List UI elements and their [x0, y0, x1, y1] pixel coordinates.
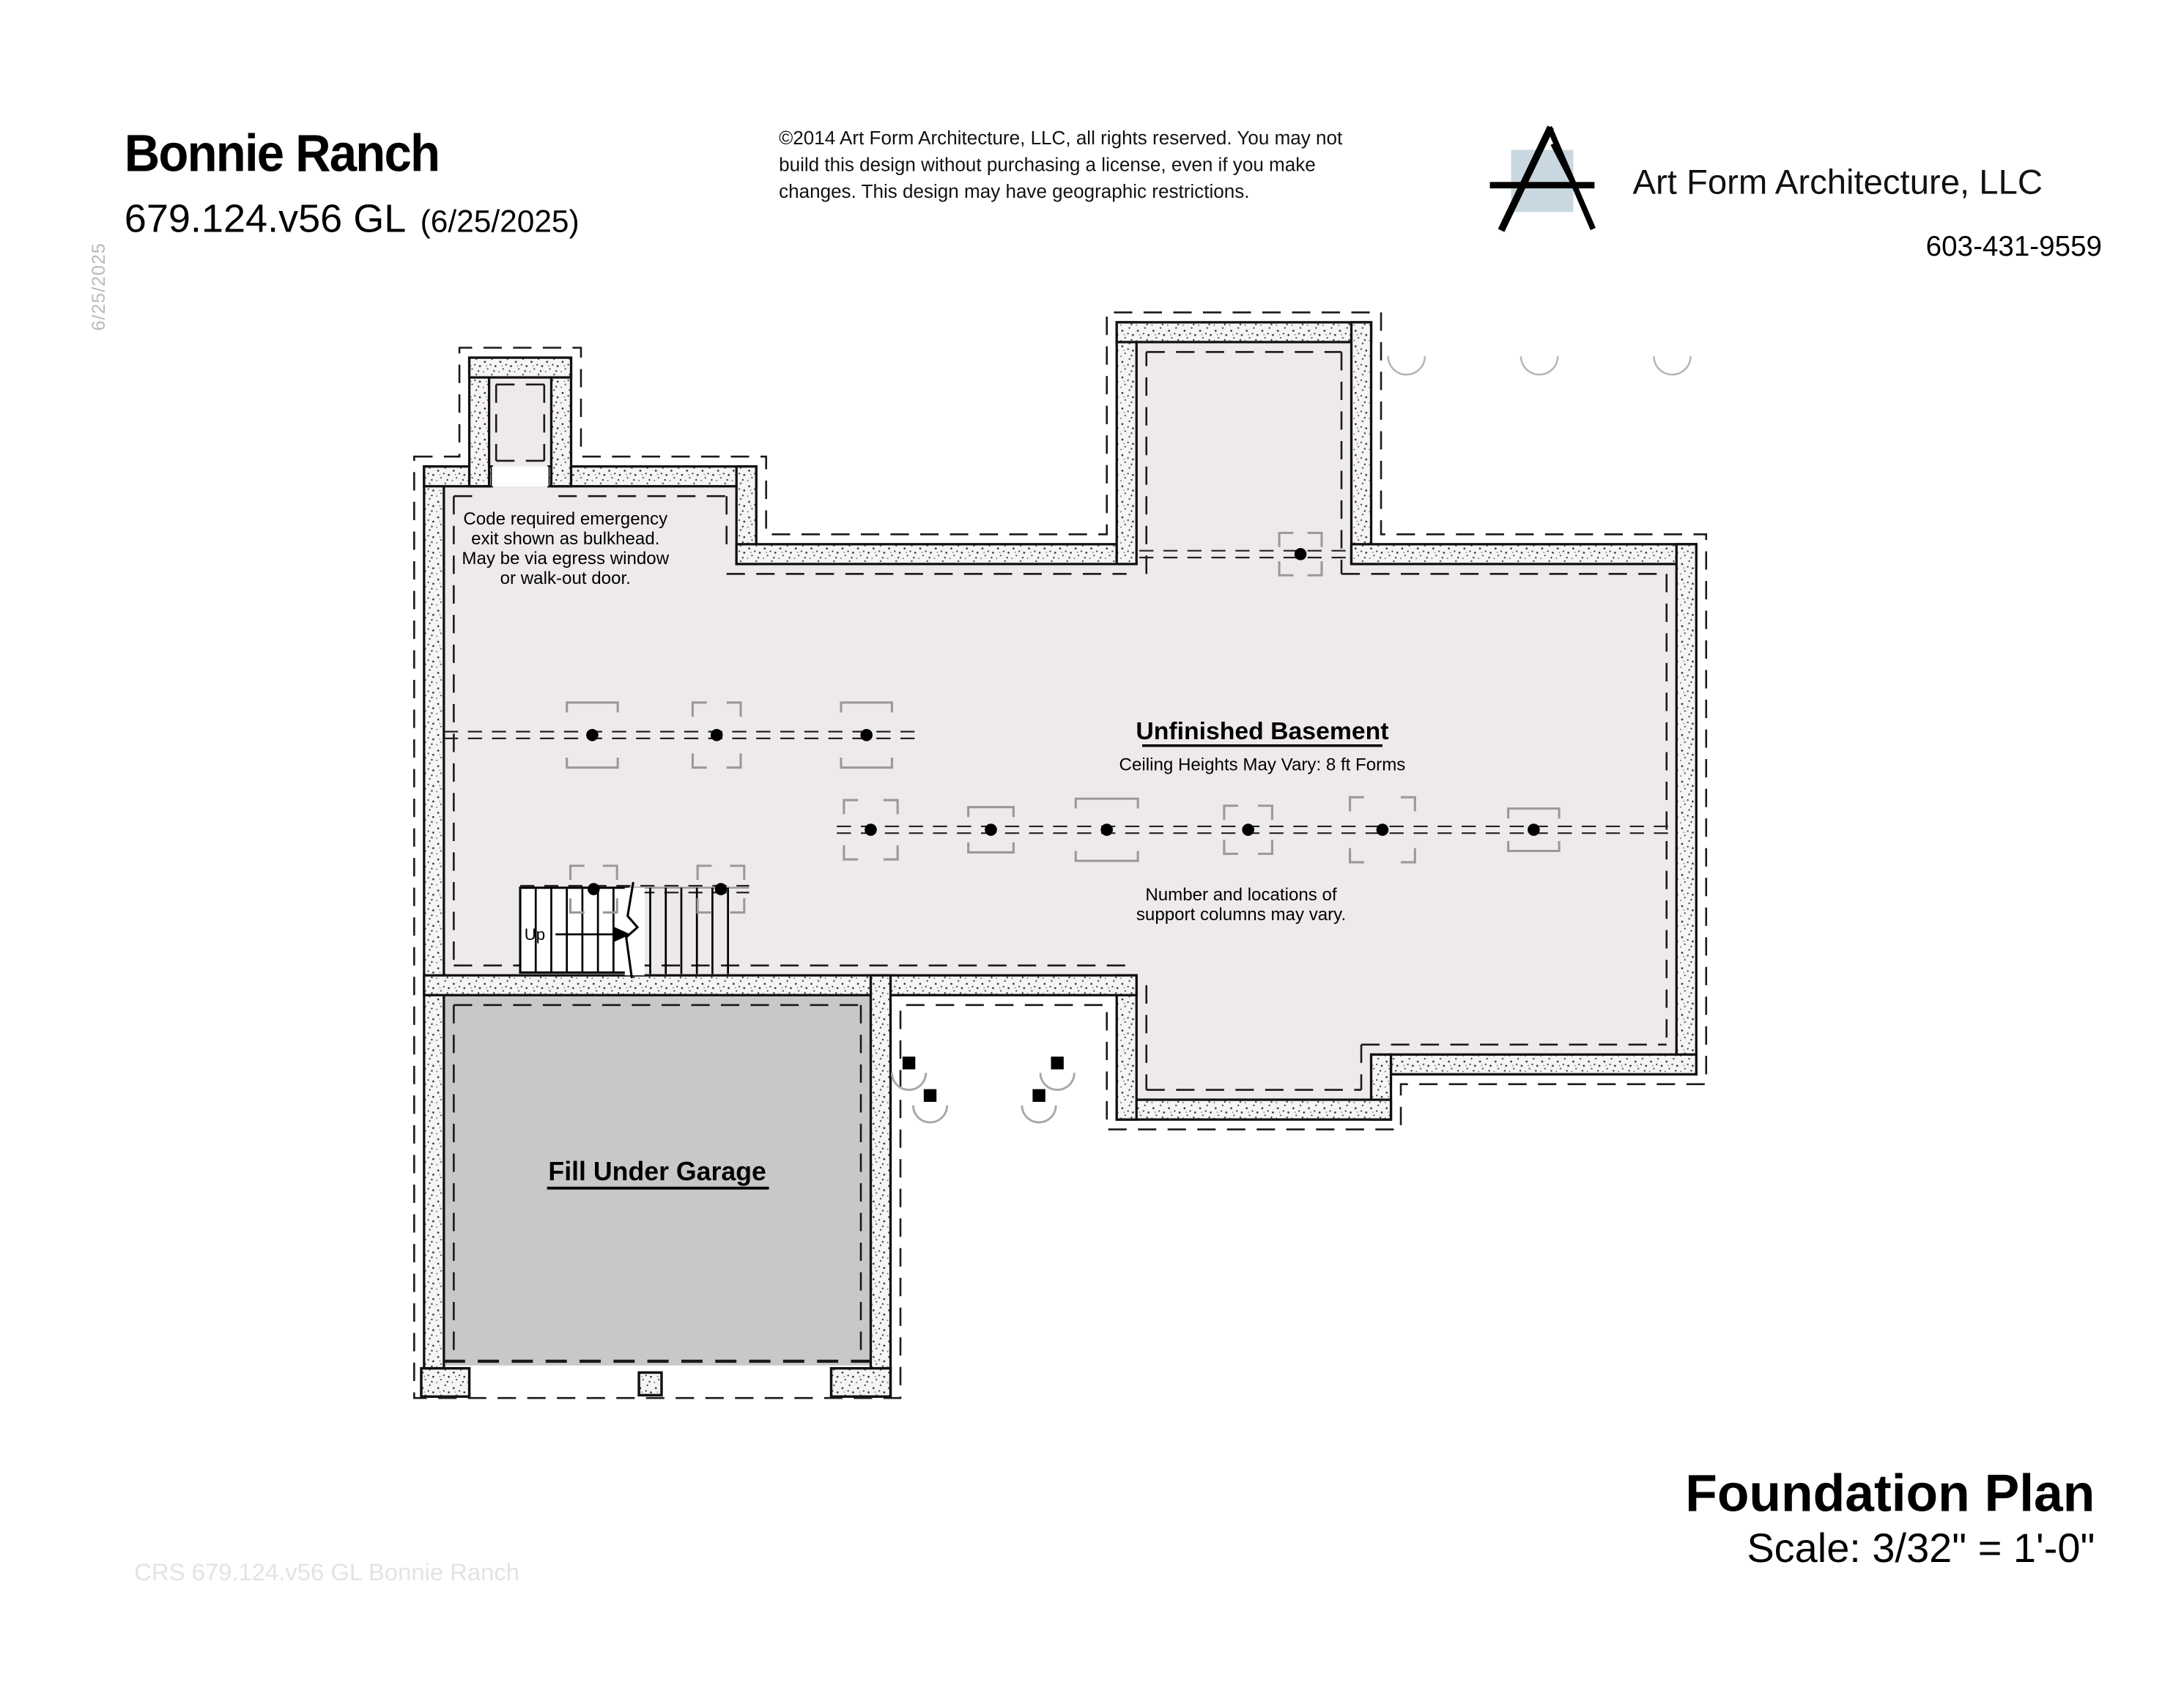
- foundation-wall: [424, 467, 444, 1372]
- bulkhead-note-line: exit shown as bulkhead.: [471, 528, 660, 549]
- room-sublabel: Ceiling Heights May Vary: 8 ft Forms: [1119, 755, 1406, 775]
- foundation-wall: [1676, 544, 1696, 1075]
- support-column: [985, 823, 997, 836]
- foundation-wall: [470, 358, 571, 377]
- foundation-wall: [1391, 1054, 1697, 1074]
- support-column: [865, 823, 877, 836]
- deck-post: [1051, 1056, 1064, 1069]
- support-column: [860, 729, 873, 741]
- stair-break-gap: [625, 888, 645, 976]
- support-column: [1377, 823, 1389, 836]
- garage-pier: [421, 1369, 470, 1397]
- drawing-scale: Scale: 3/32" = 1'-0": [1747, 1526, 2095, 1572]
- deck-post: [903, 1056, 915, 1069]
- support-column: [715, 883, 728, 895]
- support-column: [1242, 823, 1254, 836]
- deck-post-arc: [1040, 1073, 1074, 1089]
- deck-post: [924, 1089, 936, 1102]
- up-label: Up: [524, 925, 546, 944]
- deck-post: [1032, 1089, 1045, 1102]
- garage-pier: [831, 1369, 890, 1397]
- drawing-title: Foundation Plan: [1685, 1464, 2095, 1522]
- support-column: [588, 883, 600, 895]
- porch-footing-arc: [1521, 356, 1558, 374]
- bulkhead-note-line: or walk-out door.: [500, 568, 631, 588]
- support-column: [1100, 823, 1113, 836]
- foundation-wall: [1352, 544, 1697, 564]
- bulkhead-note-line: May be via egress window: [462, 548, 670, 569]
- foundation-wall: [1117, 322, 1136, 564]
- porch-footing-arc: [1654, 356, 1690, 374]
- company-name: Art Form Architecture, LLC: [1632, 163, 2043, 202]
- sheet-date-vertical: 6/25/2025: [87, 243, 109, 331]
- columns-note-line: support columns may vary.: [1136, 905, 1347, 925]
- deck-post-arc: [913, 1106, 947, 1122]
- deck-posts: [892, 1056, 1074, 1122]
- project-title: Bonnie Ranch: [124, 124, 440, 182]
- company-phone: 603-431-9559: [1925, 232, 2103, 263]
- support-column: [1528, 823, 1540, 836]
- bulkhead-note-line: Code required emergency: [463, 508, 668, 529]
- support-column: [711, 729, 723, 741]
- porch-footing-arcs: [1388, 356, 1691, 374]
- plan-version-date: (6/25/2025): [420, 203, 580, 240]
- support-column: [586, 729, 599, 741]
- foundation-wall: [1117, 322, 1371, 342]
- foundation-wall: [424, 975, 1136, 995]
- garage-pier: [639, 1372, 662, 1395]
- foundation-wall: [1117, 975, 1136, 1119]
- room-label: Unfinished Basement: [1136, 717, 1389, 746]
- watermark: CRS 679.124.v56 GL Bonnie Ranch: [134, 1559, 520, 1586]
- foundation-wall: [736, 544, 1117, 564]
- copyright-line: changes. This design may have geographic restrictions.: [779, 180, 1250, 202]
- copyright-line: build this design without purchasing a license, even if you make: [779, 154, 1316, 176]
- deck-post-arc: [1022, 1106, 1056, 1122]
- foundation-wall: [1117, 1100, 1391, 1119]
- porch-footing-arc: [1388, 356, 1425, 374]
- support-column: [1295, 548, 1307, 560]
- bulkhead-floor: [489, 377, 552, 467]
- copyright-line: ©2014 Art Form Architecture, LLC, all rights reserved. You may not: [779, 127, 1343, 149]
- foundation-wall: [1352, 322, 1372, 564]
- bulkhead-opening: [492, 467, 548, 486]
- columns-note-line: Number and locations of: [1145, 885, 1337, 906]
- plan-version-number: 679.124.v56 GL: [124, 196, 407, 240]
- foundation-wall: [871, 975, 891, 1371]
- deck-post-arc: [892, 1073, 925, 1089]
- garage-label: Fill Under Garage: [548, 1157, 766, 1187]
- foundation-wall: [549, 467, 757, 486]
